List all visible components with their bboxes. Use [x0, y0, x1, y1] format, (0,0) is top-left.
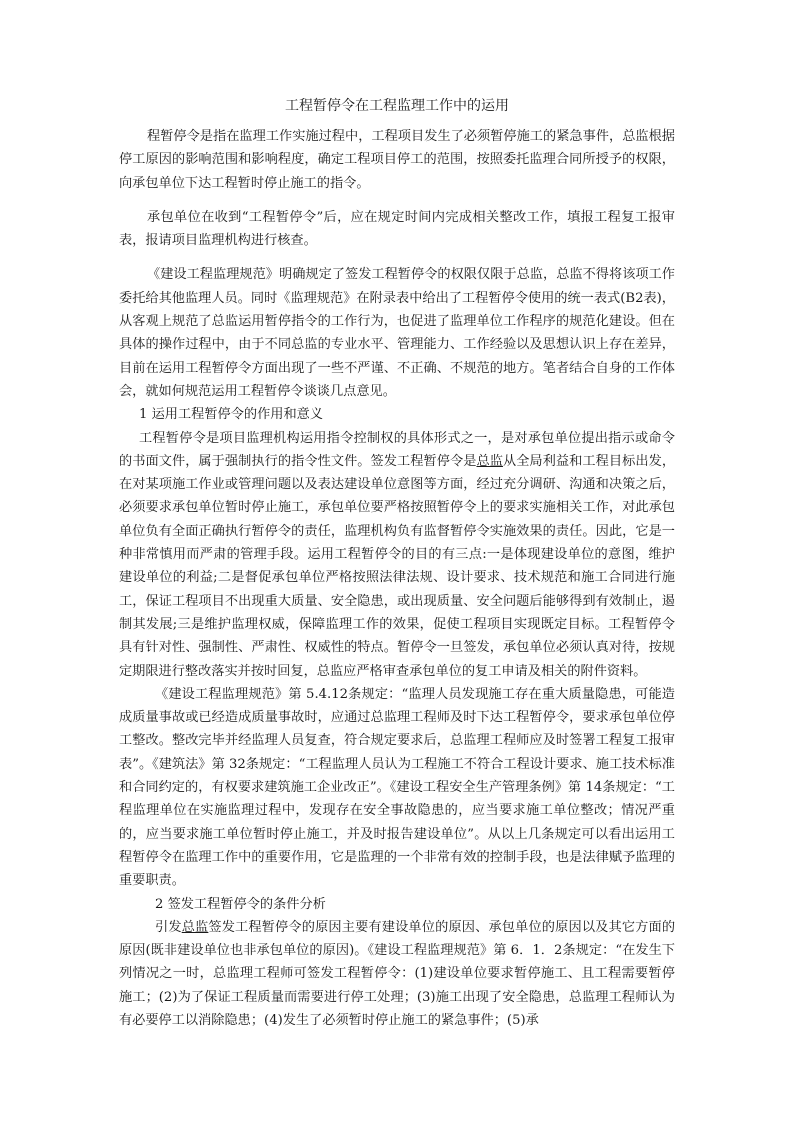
paragraph-conditions	[119, 916, 675, 1032]
paragraph-definition: 程暂停令是指在监理工作实施过程中，工程项目发生了必须暂停施工的紧急事件，总监根据停工原因的影响范围和影响程度，确定工程项目停工的范围，按照委托监理合同所授予的权限，向承包单位下达工程暂时停止施工的指令。	[119, 129, 675, 191]
paragraph-text: 引发	[155, 919, 182, 935]
section-heading-1: 1 运用工程暂停令的作用和意义	[139, 407, 324, 423]
paragraph-text: 签发工程暂停令的原因主要有建设单位的原因、承包单位的原因以及其它方面的原因(既非建设单位也非承包单位的原因)。《建设工程监理规范》第 6．1．2条规定：“在发生下列情况之一时，总监理工程师可签发工程暂停令：(1)建设单位要求暂停施工、且工程需要暂停施工；(2)为了保证工程质量而需要进行停工处理；(3)施工出现了安全隐患，总监理工程师认为有必要停工以消除隐患；(4)发生了必须暂时停止施工的紧急事件；(5)承	[119, 919, 676, 1028]
paragraph-text: 工程暂停令是项目监理机构运用指令控制权的具体形式之一，是对承包单位提出指示或命令的书面文件，属于强制执行的指令性文件。签发工程暂停令是	[119, 430, 675, 469]
document-body	[119, 125, 675, 1032]
section-heading-2: 2 签发工程暂停令的条件分析	[155, 896, 326, 912]
paragraph-legal-basis: 《建设工程监理规范》第 5.4.12条规定：“监理人员发现施工存在重大质量隐患，可能造成质量事故或已经造成质量事故时，应通过总监理工程师及时下达工程暂停令，要求承包单位停工整改。整改完毕并经监理人员复查，符合规定要求后，总监理工程师应及时签署工程复工报审表”。《建筑法》第 32条规定：“工程监理人员认为工程施工不符合工程设计要求、施工技术标准和合同约定的，有权要求建筑施工企业改正”。《建设工程安全生产管理条例》第 14条规定：“工程监理单位在实施监理过程中，发现存在安全事故隐患的，应当要求施工单位整改；情况严重的，应当要求施工单位暂时停止施工，并及时报告建设单位”。从以上几条规定可以看出运用工程暂停令在监理工作中的重要作用，它是监理的一个非常有效的控制手段，也是法律赋予监理的重要职责。	[119, 686, 675, 889]
paragraph-regulation: 《建设工程监理规范》明确规定了签发工程暂停令的权限仅限于总监，总监不得将该项工作委托给其他监理人员。同时《监理规范》在附录表中给出了工程暂停令使用的统一表式(B2表)，从客观上规范了总监运用暂停指令的工作行为，也促进了监理单位工作程序的规范化建设。但在具体的操作过程中，由于不同总监的专业水平、管理能力、工作经验以及思想认识上存在差异，目前在运用工程暂停令方面出现了一些不严谨、不正确、不规范的地方。笔者结合自身的工作体会，就如何规范运用工程暂停令谈谈几点意见。	[119, 267, 675, 399]
chief-supervisor-link[interactable]: 总监	[181, 919, 209, 935]
paragraph-contractor-response: 承包单位在收到“工程暂停令”后，应在规定时间内完成相关整改工作，填报工程复工报审表，报请项目监理机构进行核查。	[119, 209, 675, 249]
paragraph-text: 从全局利益和工程目标出发，在对某项施工作业或管理问题以及表达建设单位意图等方面，经过充分调研、沟通和决策之后，必须要求承包单位暂时停止施工，承包单位要严格按照暂停令上的要求实施相关工作，对此承包单位负有全面正确执行暂停令的责任，监理机构负有监督暂停令实施效果的责任。因此，它是一种非常慎用而严肃的管理手段。运用工程暂停令的目的有三点:一是体现建设单位的意图，维护建设单位的利益;二是督促承包单位严格按照法律法规、设计要求、技术规范和施工合同进行施工，保证工程项目不出现重大质量、安全隐患，或出现质量、安全问题后能够得到有效制止，遏制其发展;三是维护监理权威，保障监理工作的效果，促使工程项目实现既定目标。工程暂停令具有针对性、强制性、严肃性、权威性的特点。暂停令一旦签发，承包单位必须认真对待，按规定期限进行整改落实并按时回复，总监应严格审查承包单位的复工申请及相关的附件资料。	[119, 453, 676, 679]
paragraph-role-and-meaning	[119, 427, 675, 683]
document-title: 工程暂停令在工程监理工作中的运用	[285, 98, 509, 114]
chief-supervisor-link[interactable]: 总监	[476, 453, 503, 469]
